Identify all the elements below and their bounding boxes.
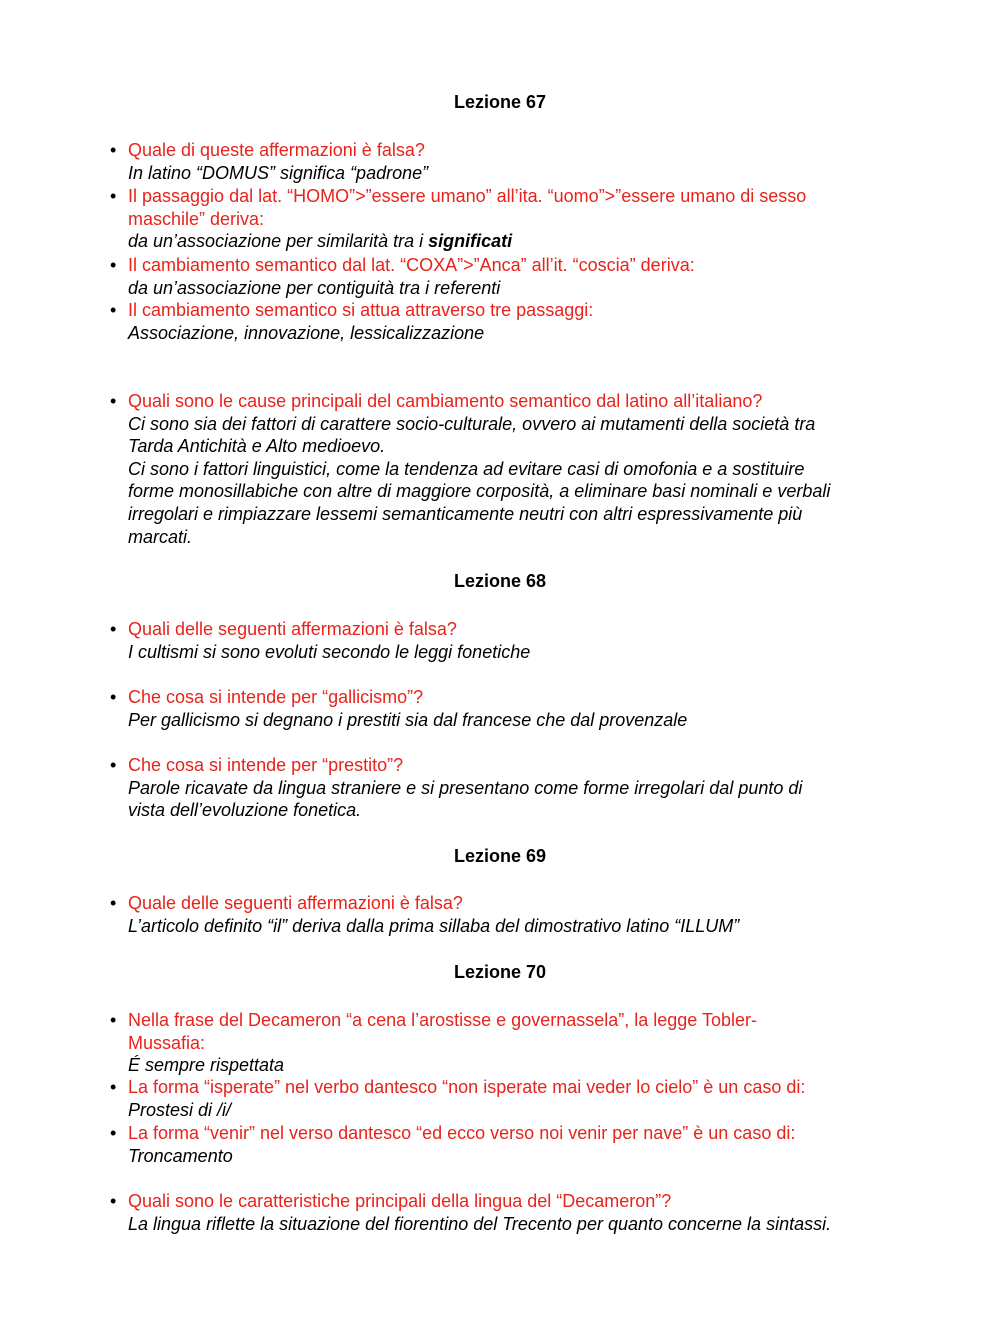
section-heading: Lezione 67 (453, 92, 547, 112)
answer: Troncamento (128, 1145, 233, 1166)
answer: Ci sono sia dei fattori di carattere socio-culturale, ovvero ai mutamenti della società tra Tarda Antichità e Alto medioevo. Ci sono i fattori linguistici, come la tendenza ad evitare casi di omofonia e a sostituire forme monosillabiche con altre di maggiore corposità, a eliminare basi nominali e verbali irregolari e rimpiazzare lessemi semanticamente neutri con altri espressivamente più marcati. (128, 413, 831, 547)
list-item (110, 618, 890, 663)
bullet: • (110, 755, 117, 775)
bullet: • (110, 1191, 117, 1211)
question: Quali sono le cause principali del cambiamento semantico dal latino all’italiano? (128, 391, 763, 411)
question: Quali delle seguenti affermazioni è falsa? (128, 619, 457, 639)
bullet: • (110, 186, 117, 206)
list-item (110, 1122, 890, 1167)
bullet: • (110, 893, 117, 913)
bullet: • (110, 391, 117, 411)
section-heading: Lezione 70 (453, 962, 547, 982)
bullet: • (110, 1077, 117, 1097)
list-item (110, 754, 890, 822)
list-item (110, 390, 890, 548)
answer: Per gallicismo si degnano i prestiti sia dal francese che dal provenzale (128, 709, 688, 730)
question: Quale di queste affermazioni è falsa? (128, 140, 425, 160)
answer: da un’associazione per contiguità tra i referenti (128, 277, 501, 298)
answer: La lingua riflette la situazione del fiorentino del Trecento per quanto concerne la sintassi. (128, 1213, 832, 1234)
question: Quali sono le caratteristiche principali della lingua del “Decameron”? (128, 1191, 672, 1211)
question: La forma “venir” nel verso dantesco “ed ecco verso noi venir per nave” è un caso di: (128, 1123, 796, 1143)
section-heading: Lezione 69 (453, 846, 547, 866)
answer: Associazione, innovazione, lessicalizzazione (128, 322, 485, 343)
question: La forma “isperate” nel verbo dantesco “non isperate mai veder lo cielo” è un caso di: (128, 1077, 806, 1097)
question: Quale delle seguenti affermazioni è falsa? (128, 893, 463, 913)
question: Il passaggio dal lat. “HOMO”>”essere umano” all’ita. “uomo”>”essere umano di sesso maschile” deriva: (128, 186, 807, 229)
bullet: • (110, 687, 117, 707)
answer: Prostesi di /i/ (128, 1099, 232, 1120)
bullet: • (110, 255, 117, 275)
question: Che cosa si intende per “gallicismo”? (128, 687, 424, 707)
answer: L’articolo definito “il” deriva dalla prima sillaba del dimostrativo latino “ILLUM” (128, 915, 740, 936)
list-item (110, 1009, 890, 1077)
bullet: • (110, 1010, 117, 1030)
list-item (110, 686, 890, 731)
bold-term: significati (428, 231, 513, 252)
answer: In latino “DOMUS” significa “padrone” (128, 162, 429, 183)
list-item (110, 139, 890, 184)
answer: I cultismi si sono evoluti secondo le leggi fonetiche (128, 641, 531, 662)
question: Il cambiamento semantico si attua attraverso tre passaggi: (128, 300, 594, 320)
bullet: • (110, 300, 117, 320)
question: Il cambiamento semantico dal lat. “COXA”>”Anca” all’it. “coscia” deriva: (128, 255, 695, 275)
bullet: • (110, 619, 117, 639)
section-heading: Lezione 68 (453, 571, 547, 591)
list-item (110, 299, 890, 344)
list-item (110, 185, 890, 253)
bullet: • (110, 1123, 117, 1143)
question: Che cosa si intende per “prestito”? (128, 755, 404, 775)
list-item (110, 254, 890, 299)
bullet: • (110, 140, 117, 160)
list-item (110, 892, 890, 937)
answer: É sempre rispettata (128, 1055, 285, 1076)
question: Nella frase del Decameron “a cena l’arostisse e governassela”, la legge Tobler- Mussafia: (128, 1010, 757, 1053)
answer: Parole ricavate da lingua straniere e si presentano come forme irregolari dal punto di vista dell’evoluzione fonetica. (128, 777, 803, 821)
answer: da un’associazione per similarità tra i significati (128, 231, 513, 252)
list-item (110, 1190, 890, 1235)
list-item (110, 1076, 890, 1121)
